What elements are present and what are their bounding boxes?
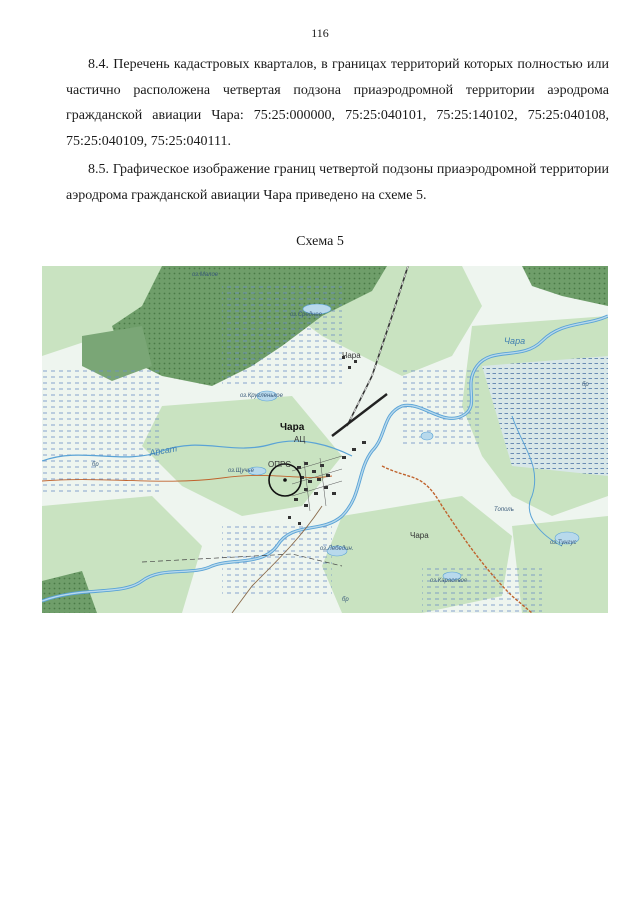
map-canvas: [42, 266, 608, 613]
label-lake-tungus: оз.Тунгус: [550, 540, 577, 546]
label-br-2: бр: [342, 597, 349, 603]
page-number: 116: [311, 26, 329, 40]
label-br-1: бр: [92, 462, 99, 468]
label-lake-lebedinoye: оз.Лебедин.: [320, 546, 354, 552]
label-topol: Тополь: [494, 507, 514, 513]
paragraph-8-5: 8.5. Графическое изображение границ четвертой подзоны приаэродромной территории аэродрома гражданской авиации Чара приведено на схеме 5.: [66, 162, 609, 203]
map-scheme: [42, 266, 608, 613]
paragraph-8-4: 8.4. Перечень кадастровых кварталов, в границах территорий которых полностью или частично расположена четвертая подзона приаэродромной территории аэродрома гражданской авиации Чара: 75:25:000000, 75:25:040101, 75:25:140102, 75:25:040108, 75:25:040109, 75:25:040111.: [66, 57, 609, 149]
oprs-point: [283, 478, 287, 482]
label-lake-maloye: оз.Малое: [192, 272, 219, 278]
label-lake-sredneye: оз.Среднее: [290, 312, 322, 318]
scheme-caption: Схема 5: [296, 234, 344, 249]
label-lake-shchuchye: оз.Щучье: [228, 468, 254, 474]
label-town-chara: Чара: [280, 422, 305, 433]
label-lake-karasevoye: оз.Карасевое: [430, 578, 468, 584]
label-river-chara: Чара: [504, 336, 526, 346]
label-station-north: Чара: [342, 351, 361, 360]
label-lake-kruglenkoye: оз.Кругленькое: [240, 393, 283, 399]
label-oprs: ОПРС: [268, 460, 291, 469]
label-station-south: Чара: [410, 531, 429, 540]
label-ac: АЦ: [294, 435, 306, 444]
label-br-3: бр: [582, 382, 589, 388]
label-river-apsat: Апсат: [148, 443, 178, 458]
